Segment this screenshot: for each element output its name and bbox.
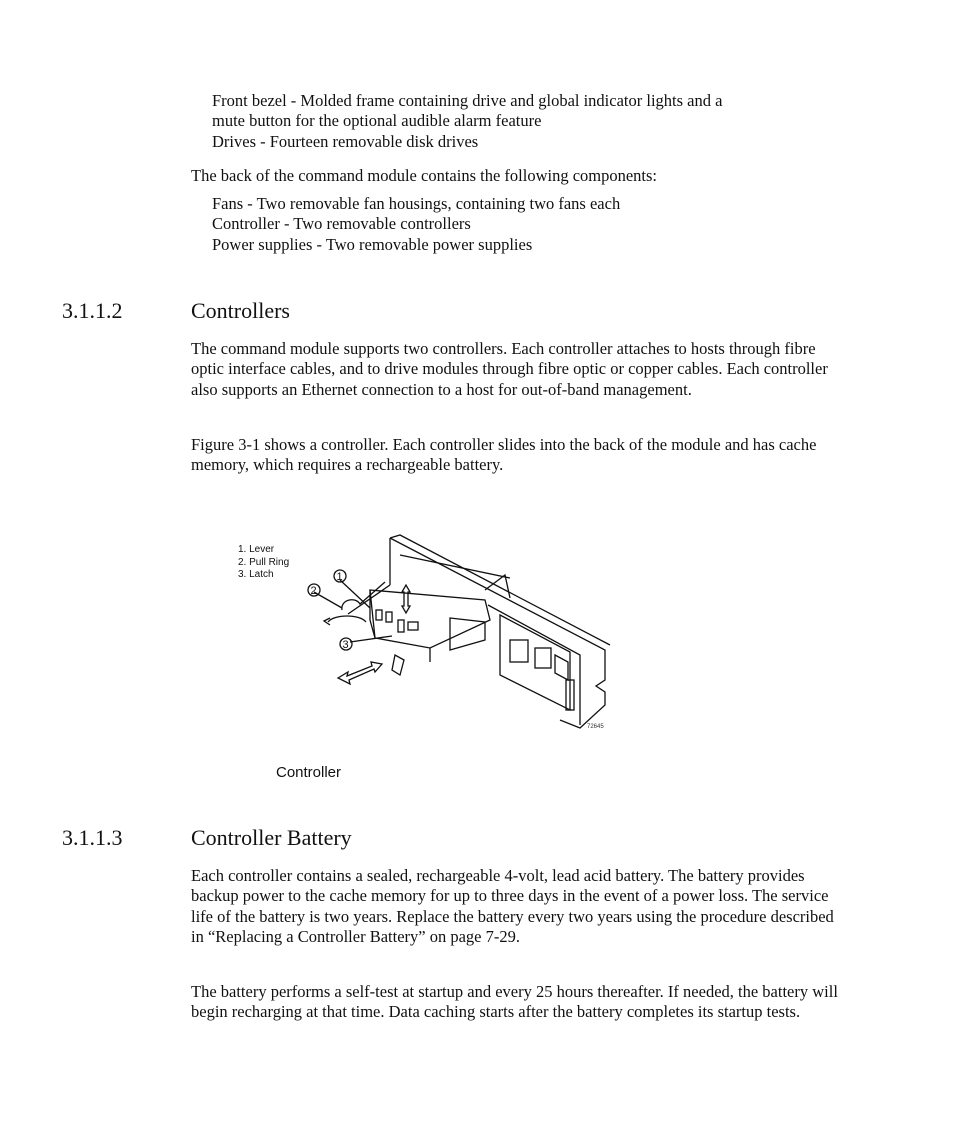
legend-item: 3. Latch [238, 569, 274, 580]
section-number: 3.1.1.3 [62, 825, 123, 850]
controllers-paragraph-2: Figure 3-1 shows a controller. Each controller slides into the back of the module and has cache memory, which requires a rechargeable battery. [191, 435, 817, 475]
figure-part-number: 72645 [587, 724, 604, 730]
section-number: 3.1.1.2 [62, 298, 123, 323]
legend-item: 2. Pull Ring [238, 556, 290, 568]
callout-3: 3 [342, 639, 349, 651]
callout-1: 1 [336, 571, 343, 583]
section-title: Controllers [191, 298, 290, 323]
list-item: Front bezel - Molded frame containing drive and global indicator lights and a [212, 91, 723, 110]
list-item: mute button for the optional audible alarm feature [212, 111, 542, 131]
back-intro-paragraph: The back of the command module contains the following components: [191, 166, 658, 185]
controller-illustration [300, 530, 620, 735]
controllers-paragraph-1: The command module supports two controllers. Each controller attaches to hosts through fibre optic interface cables, and to drive modules through fibre optic or copper cables. Each controller also supports an Ethernet connection to a host for out-of-band management. [191, 339, 828, 399]
list-item: Drives - Fourteen removable disk drives [212, 131, 479, 151]
list-item: Power supplies - Two removable power supplies [212, 234, 533, 254]
battery-paragraph-1: Each controller contains a sealed, rechargeable 4-volt, lead acid battery. The battery provides backup power to the cache memory for up to three days in the event of a power loss. The service life of the battery is two years. Replace the battery every two years using the procedure described in “Replacing a Controller Battery” on page 7-29. [191, 866, 834, 946]
list-item: Fans - Two removable fan housings, containing two fans each [212, 194, 621, 213]
front-components-list [212, 91, 852, 152]
battery-paragraph-2: The battery performs a self-test at startup and every 25 hours thereafter. If needed, the battery will begin recharging at that time. Data caching starts after the battery completes its startup tests. [191, 982, 838, 1022]
callout-2: 2 [310, 585, 317, 597]
list-item: Controller - Two removable controllers [212, 214, 471, 234]
back-components-list [212, 194, 852, 255]
legend-item: 1. Lever [238, 544, 275, 555]
figure-legend [238, 544, 289, 582]
figure-caption: Controller [276, 764, 342, 781]
section-title: Controller Battery [191, 825, 352, 850]
